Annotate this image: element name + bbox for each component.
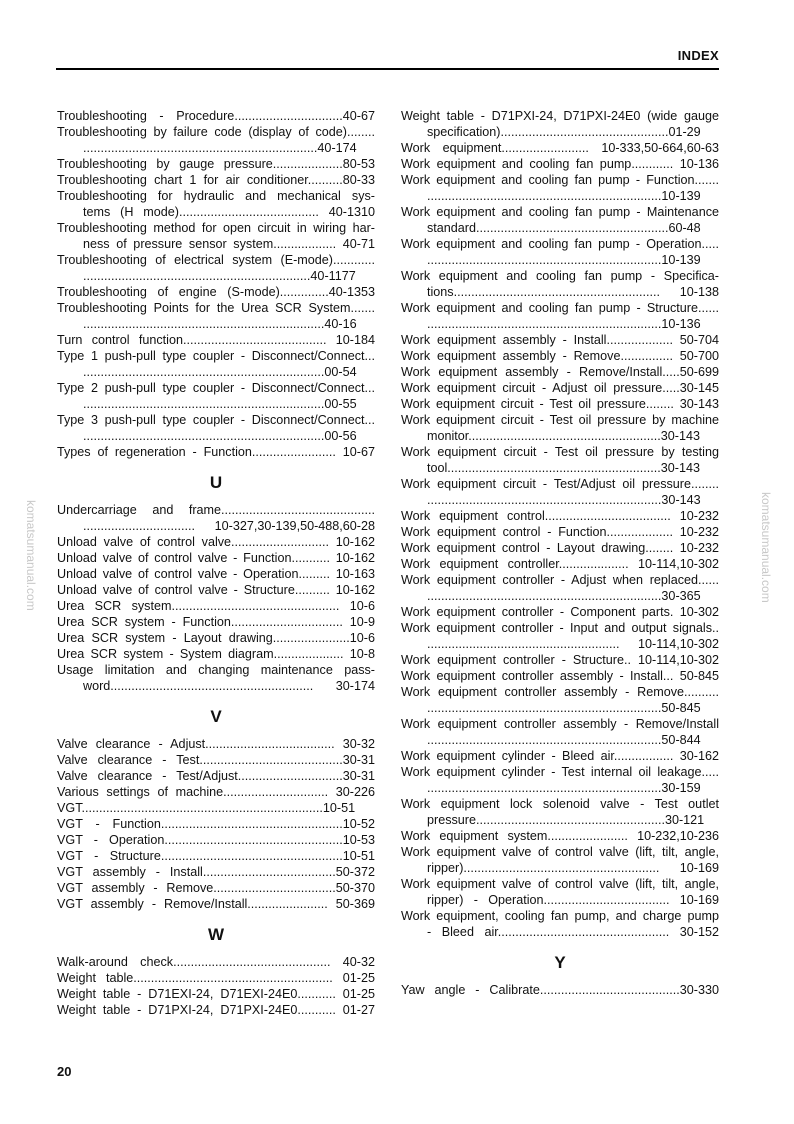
index-entry <box>57 380 375 412</box>
index-entry <box>57 1002 375 1018</box>
index-entry-text: VGT assembly - Install......................................50-372 <box>57 865 375 879</box>
index-entry-continuation: .....................................................................40-16 <box>83 317 357 331</box>
index-entry <box>57 444 375 460</box>
index-entry-text: Unload valve of control valve............................ 10-162 <box>57 535 375 549</box>
index-entry <box>401 604 719 620</box>
index-entry-continuation: ...................................................................40-174 <box>83 141 357 155</box>
index-entry <box>401 412 719 444</box>
index-entry <box>57 252 375 284</box>
index-entry-continuation: ...................................................................10-139 <box>427 189 701 203</box>
index-entry-text: Work equipment controller assembly - Remove.......... <box>401 685 719 699</box>
index-entry-text: Work equipment and cooling fan pump - Operation..... <box>401 237 719 251</box>
index-entry <box>57 300 375 332</box>
index-entry <box>401 508 719 524</box>
index-entry-text: Troubleshooting chart 1 for air conditioner..........80-33 <box>57 173 375 187</box>
index-entry <box>57 348 375 380</box>
index-entry-text: VGT.....................................................................10-51 <box>57 801 356 815</box>
index-entry <box>401 908 719 940</box>
index-entry-text: Unload valve of control valve - Structure.......... 10-162 <box>57 583 375 597</box>
index-entry <box>57 124 375 156</box>
index-entry-text: Troubleshooting Points for the Urea SCR System....... <box>57 301 375 315</box>
index-entry-text: Types of regeneration - Function........................ 10-67 <box>57 445 375 459</box>
index-entry-continuation: ................................ 10-327,30-139,50-488,60-28 <box>83 519 375 533</box>
index-entry <box>401 668 719 684</box>
index-entry-text: Weight table......................................................... 01-25 <box>57 971 375 985</box>
index-entry-text: Troubleshooting method for open circuit in wiring har- <box>57 221 375 235</box>
index-entry <box>57 880 375 896</box>
index-entry <box>57 970 375 986</box>
index-entry-text: Valve clearance - Test.........................................30-31 <box>57 753 375 767</box>
index-entry <box>401 982 719 998</box>
index-entry-text: VGT assembly - Remove...................................50-370 <box>57 881 375 895</box>
index-entry <box>57 172 375 188</box>
index-entry-text: Work equipment controller - Input and output signals.. <box>401 621 719 635</box>
index-entry-text: Work equipment assembly - Remove/Install.....50-699 <box>401 365 719 379</box>
index-entry-text: VGT assembly - Remove/Install....................... 50-369 <box>57 897 375 911</box>
index-entry-continuation: ...................................................................30-365 <box>427 589 701 603</box>
index-entry <box>57 986 375 1002</box>
index-column-right <box>401 108 719 998</box>
index-entry-text: Various settings of machine.............................. 30-226 <box>57 785 375 799</box>
index-entry <box>401 108 719 140</box>
index-entry <box>57 534 375 550</box>
index-entry-text: Work equipment cylinder - Test internal oil leakage..... <box>401 765 719 779</box>
index-entry-text: Work equipment circuit - Adjust oil pressure.....30-145 <box>401 381 719 395</box>
section-letter-u: U <box>209 473 223 492</box>
index-entry <box>57 220 375 252</box>
index-entry <box>401 380 719 396</box>
index-entry-continuation: ...................................................................50-845 <box>427 701 701 715</box>
index-entry-text: Troubleshooting of engine (S-mode)..............40-1353 <box>57 285 375 299</box>
index-entry-text: Work equipment......................... 10-333,50-664,60-63 <box>401 141 719 155</box>
index-entry-text: Troubleshooting by failure code (display of code)........ <box>57 125 375 139</box>
index-entry-text: Unload valve of control valve - Function........... 10-162 <box>57 551 375 565</box>
index-entry-continuation: .....................................................................00-55 <box>83 397 357 411</box>
index-entry-text: Troubleshooting by gauge pressure....................80-53 <box>57 157 375 171</box>
index-entry-continuation: .....................................................................00-56 <box>83 429 357 443</box>
index-entry <box>57 752 375 768</box>
index-entry-text: Undercarriage and frame............................................ <box>57 503 375 517</box>
index-entry-text: Work equipment controller - Component parts. 10-302 <box>401 605 719 619</box>
index-entry-text: Weight table - D71EXI-24, D71EXI-24E0........... 01-25 <box>57 987 375 1001</box>
section-letter-w: W <box>207 925 225 944</box>
index-column-left <box>57 108 375 1018</box>
index-entry-text: Weight table - D71PXI-24, D71PXI-24E0 (wide gauge <box>401 109 719 123</box>
index-entry-text: Work equipment, cooling fan pump, and charge pump <box>401 909 719 923</box>
index-entry <box>57 598 375 614</box>
index-entry-continuation: - Bleed air................................................. 30-152 <box>427 925 719 939</box>
index-entry <box>401 572 719 604</box>
index-entry <box>401 828 719 844</box>
index-entry <box>401 684 719 716</box>
index-entry <box>401 300 719 332</box>
section-letter-y: Y <box>554 953 566 972</box>
index-entry-text: Work equipment and cooling fan pump - Function....... <box>401 173 719 187</box>
index-entry <box>401 652 719 668</box>
index-entry-text: VGT - Structure....................................................10-51 <box>57 849 375 863</box>
index-entry <box>401 716 719 748</box>
index-entry-text: Work equipment control - Layout drawing........ 10-232 <box>401 541 719 555</box>
index-entry-text: Work equipment and cooling fan pump - Structure...... <box>401 301 719 315</box>
index-entry <box>401 268 719 300</box>
index-entry <box>401 140 719 156</box>
index-entry <box>401 556 719 572</box>
index-entry-text: Work equipment and cooling fan pump - Maintenance <box>401 205 719 219</box>
index-entry-text: Work equipment circuit - Test oil pressure........ 30-143 <box>401 397 719 411</box>
index-entry-text: Work equipment controller assembly - Remove/Install <box>401 717 719 731</box>
index-entry <box>401 620 719 652</box>
index-entry-text: Work equipment circuit - Test oil pressure by testing <box>401 445 719 459</box>
index-entry <box>57 864 375 880</box>
index-entry <box>401 348 719 364</box>
index-entry-continuation: ....................................................... 10-114,10-302 <box>427 637 719 651</box>
index-entry-continuation: ...................................................................50-844 <box>427 733 701 747</box>
index-entry <box>57 630 375 646</box>
index-entry <box>401 236 719 268</box>
index-entry-text: Troubleshooting for hydraulic and mechanical sys- <box>57 189 375 203</box>
index-entry <box>401 524 719 540</box>
index-entry-text: Troubleshooting - Procedure...............................40-67 <box>57 109 375 123</box>
index-entry-text: Work equipment and cooling fan pump............ 10-136 <box>401 157 719 171</box>
index-entry-text: Valve clearance - Adjust..................................... 30-32 <box>57 737 375 751</box>
index-entry <box>57 550 375 566</box>
index-entry-text: Urea SCR system - System diagram.................... 10-8 <box>57 647 375 661</box>
index-entry <box>401 876 719 908</box>
index-entry-text: Type 1 push-pull type coupler - Disconnect/Connect... <box>57 349 375 363</box>
index-entry-text: Urea SCR system................................................ 10-6 <box>57 599 375 613</box>
index-entry-text: Work equipment controller - Adjust when replaced...... <box>401 573 719 587</box>
index-entry <box>57 156 375 172</box>
index-entry <box>401 796 719 828</box>
index-entry-text: Work equipment controller - Structure.. 10-114,10-302 <box>401 653 719 667</box>
index-entry <box>57 784 375 800</box>
index-entry <box>57 284 375 300</box>
page-number: 20 <box>57 1064 72 1079</box>
index-entry <box>57 832 375 848</box>
index-entry-text: Work equipment controller.................... 10-114,10-302 <box>401 557 719 571</box>
index-entry-continuation: ...................................................................10-139 <box>427 253 701 267</box>
index-entry-text: Work equipment valve of control valve (lift, tilt, angle, <box>401 877 719 891</box>
index-entry-text: Unload valve of control valve - Operation......... 10-163 <box>57 567 375 581</box>
index-entry-text: Urea SCR system - Layout drawing......................10-6 <box>57 631 375 645</box>
index-entry-text: Weight table - D71PXI-24, D71PXI-24E0........... 01-27 <box>57 1003 375 1017</box>
index-entry <box>401 204 719 236</box>
section-letter-v: V <box>210 707 222 726</box>
page-header-title: INDEX <box>677 48 719 63</box>
index-entry <box>401 172 719 204</box>
index-entry-text: Work equipment circuit - Test oil pressure by machine <box>401 413 719 427</box>
index-entry-text: VGT - Operation...................................................10-53 <box>57 833 375 847</box>
index-entry-text: VGT - Function....................................................10-52 <box>57 817 375 831</box>
index-entry-continuation: monitor.......................................................30-143 <box>427 429 700 443</box>
index-entry-text: Yaw angle - Calibrate........................................30-330 <box>401 983 719 997</box>
index-entry-continuation: tems (H mode)........................................ 40-1310 <box>83 205 375 219</box>
index-entry-continuation: .................................................................40-1177 <box>83 269 356 283</box>
index-entry <box>401 332 719 348</box>
index-entry <box>401 844 719 876</box>
index-entry-text: Work equipment lock solenoid valve - Test outlet <box>401 797 719 811</box>
index-entry <box>57 646 375 662</box>
index-entry <box>57 108 375 124</box>
index-entry-continuation: ness of pressure sensor system.................. 40-71 <box>83 237 375 251</box>
index-entry-continuation: pressure......................................................30-121 <box>427 813 705 827</box>
index-entry-text: Type 2 push-pull type coupler - Disconnect/Connect... <box>57 381 375 395</box>
index-entry <box>401 748 719 764</box>
index-entry <box>401 364 719 380</box>
index-entry <box>57 582 375 598</box>
index-entry <box>57 614 375 630</box>
index-entry <box>57 954 375 970</box>
watermark-left: komatsumanual.com <box>24 500 38 611</box>
watermark-right: komatsumanual.com <box>759 492 773 603</box>
index-entry-continuation: specification)................................................01-29 <box>427 125 701 139</box>
index-entry-text: Walk-around check............................................. 40-32 <box>57 955 375 969</box>
index-entry-text: Valve clearance - Test/Adjust..............................30-31 <box>57 769 375 783</box>
index-entry <box>57 736 375 752</box>
index-entry-text: Work equipment assembly - Remove............... 50-700 <box>401 349 719 363</box>
index-entry-continuation: tool.............................................................30-143 <box>427 461 700 475</box>
index-entry-text: Work equipment valve of control valve (lift, tilt, angle, <box>401 845 719 859</box>
index-entry <box>57 768 375 784</box>
index-entry <box>401 764 719 796</box>
index-entry-text: Work equipment control.................................... 10-232 <box>401 509 719 523</box>
index-entry-text: Work equipment cylinder - Bleed air................. 30-162 <box>401 749 719 763</box>
index-entry-continuation: ...................................................................30-143 <box>427 493 701 507</box>
index-entry-text: Work equipment assembly - Install................... 50-704 <box>401 333 719 347</box>
index-entry-text: Usage limitation and changing maintenance pass- <box>57 663 375 677</box>
index-entry <box>401 396 719 412</box>
index-entry <box>57 566 375 582</box>
index-entry-continuation: .....................................................................00-54 <box>83 365 357 379</box>
index-entry <box>57 332 375 348</box>
index-entry-text: Work equipment circuit - Test/Adjust oil pressure........ <box>401 477 719 491</box>
index-entry <box>401 444 719 476</box>
index-entry <box>57 502 375 534</box>
index-entry-continuation: tions........................................................... 10-138 <box>427 285 719 299</box>
index-entry-continuation: word.......................................................... 30-174 <box>83 679 375 693</box>
index-entry <box>57 412 375 444</box>
index-entry <box>57 896 375 912</box>
index-entry-text: Troubleshooting of electrical system (E-mode)............ <box>57 253 375 267</box>
index-entry <box>401 476 719 508</box>
header-rule <box>56 68 719 70</box>
index-entry <box>57 662 375 694</box>
index-entry-continuation: ...................................................................10-136 <box>427 317 701 331</box>
index-entry <box>401 540 719 556</box>
index-entry <box>401 156 719 172</box>
index-entry <box>57 848 375 864</box>
index-entry <box>57 188 375 220</box>
index-entry-text: Turn control function......................................... 10-184 <box>57 333 375 347</box>
index-entry-text: Work equipment control - Function................... 10-232 <box>401 525 719 539</box>
index-entry-text: Work equipment and cooling fan pump - Specifica- <box>401 269 719 283</box>
index-entry-text: Type 3 push-pull type coupler - Disconnect/Connect... <box>57 413 375 427</box>
index-entry <box>57 800 375 816</box>
index-entry <box>57 816 375 832</box>
index-entry-text: Work equipment controller assembly - Install... 50-845 <box>401 669 719 683</box>
index-entry-continuation: ripper) - Operation.................................... 10-169 <box>427 893 719 907</box>
index-entry-text: Work equipment system....................... 10-232,10-236 <box>401 829 719 843</box>
index-entry-continuation: ...................................................................30-159 <box>427 781 701 795</box>
index-entry-continuation: ripper)........................................................ 10-169 <box>427 861 719 875</box>
index-entry-continuation: standard.......................................................60-48 <box>427 221 701 235</box>
index-entry-text: Urea SCR system - Function................................ 10-9 <box>57 615 375 629</box>
